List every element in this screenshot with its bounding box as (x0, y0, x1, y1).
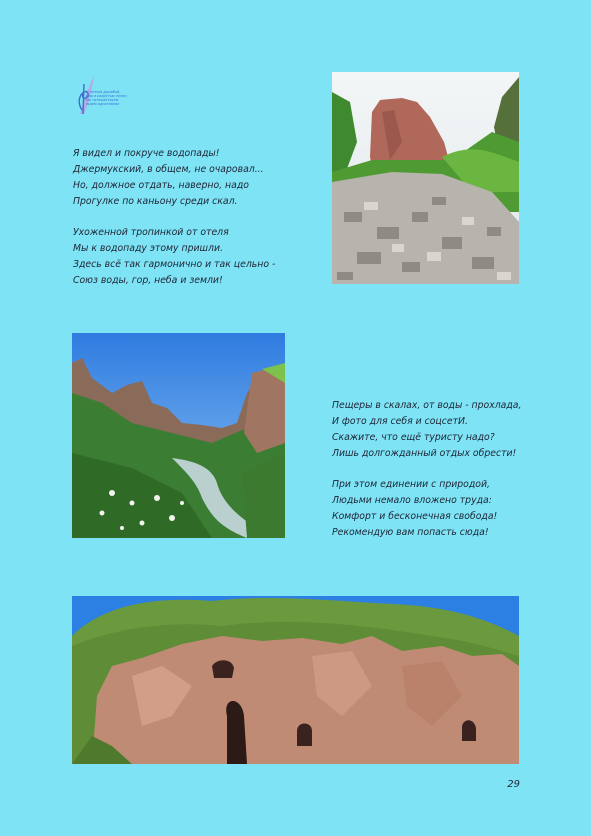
poem-caves (332, 398, 521, 541)
poem-line: Союз воды, гор, неба и земли! (73, 275, 223, 286)
poem-line: Рекомендую вам попасть сюда! (332, 527, 489, 538)
logo-line: мир и радостью полон, (86, 94, 128, 99)
poem-line: Я видел и покруче водопады! (73, 148, 220, 159)
poem-line: Но, должное отдать, наверно, надо (73, 180, 249, 191)
poem-line: Здесь всё так гармонично и так цельно - (73, 259, 276, 270)
poem-line: Ухоженной тропинкой от отеля (73, 227, 229, 238)
stanza-gap (73, 210, 275, 225)
poem-line: Прогулке по каньону среди скал. (73, 196, 238, 207)
poem-line: Лишь долгожданный отдых обрести! (332, 448, 517, 459)
logo-line: С теплой дружбой, (86, 90, 121, 94)
poem-line: И фото для себя и соцсетИ. (332, 416, 468, 427)
poem-line: Пещеры в скалах, от воды - прохлада, (332, 400, 522, 411)
poem-waterfall (73, 146, 275, 289)
photo-rock-ruins (332, 72, 519, 284)
stanza-gap (332, 462, 521, 477)
poem-line: Людьми немало вложено труда: (332, 495, 492, 506)
poem-line: При этом единении с природой, (332, 479, 490, 490)
photo-cliff-caves (72, 596, 519, 764)
poem-line: Комфорт и бесконечная свобода! (332, 511, 498, 522)
poem-line: Скажите, что ещё туристу надо? (332, 432, 495, 443)
poem-line: Мы к водопаду этому пришли. (73, 243, 223, 254)
page-number: 29 (507, 779, 520, 790)
logo-line: прямо вдохновляя (86, 102, 120, 107)
logo-text (86, 90, 130, 106)
logo-line: мы путешествуем (86, 98, 119, 103)
photo-canyon-river (72, 333, 285, 538)
poem-line: Джермукский, в общем, не очаровал... (73, 164, 264, 175)
